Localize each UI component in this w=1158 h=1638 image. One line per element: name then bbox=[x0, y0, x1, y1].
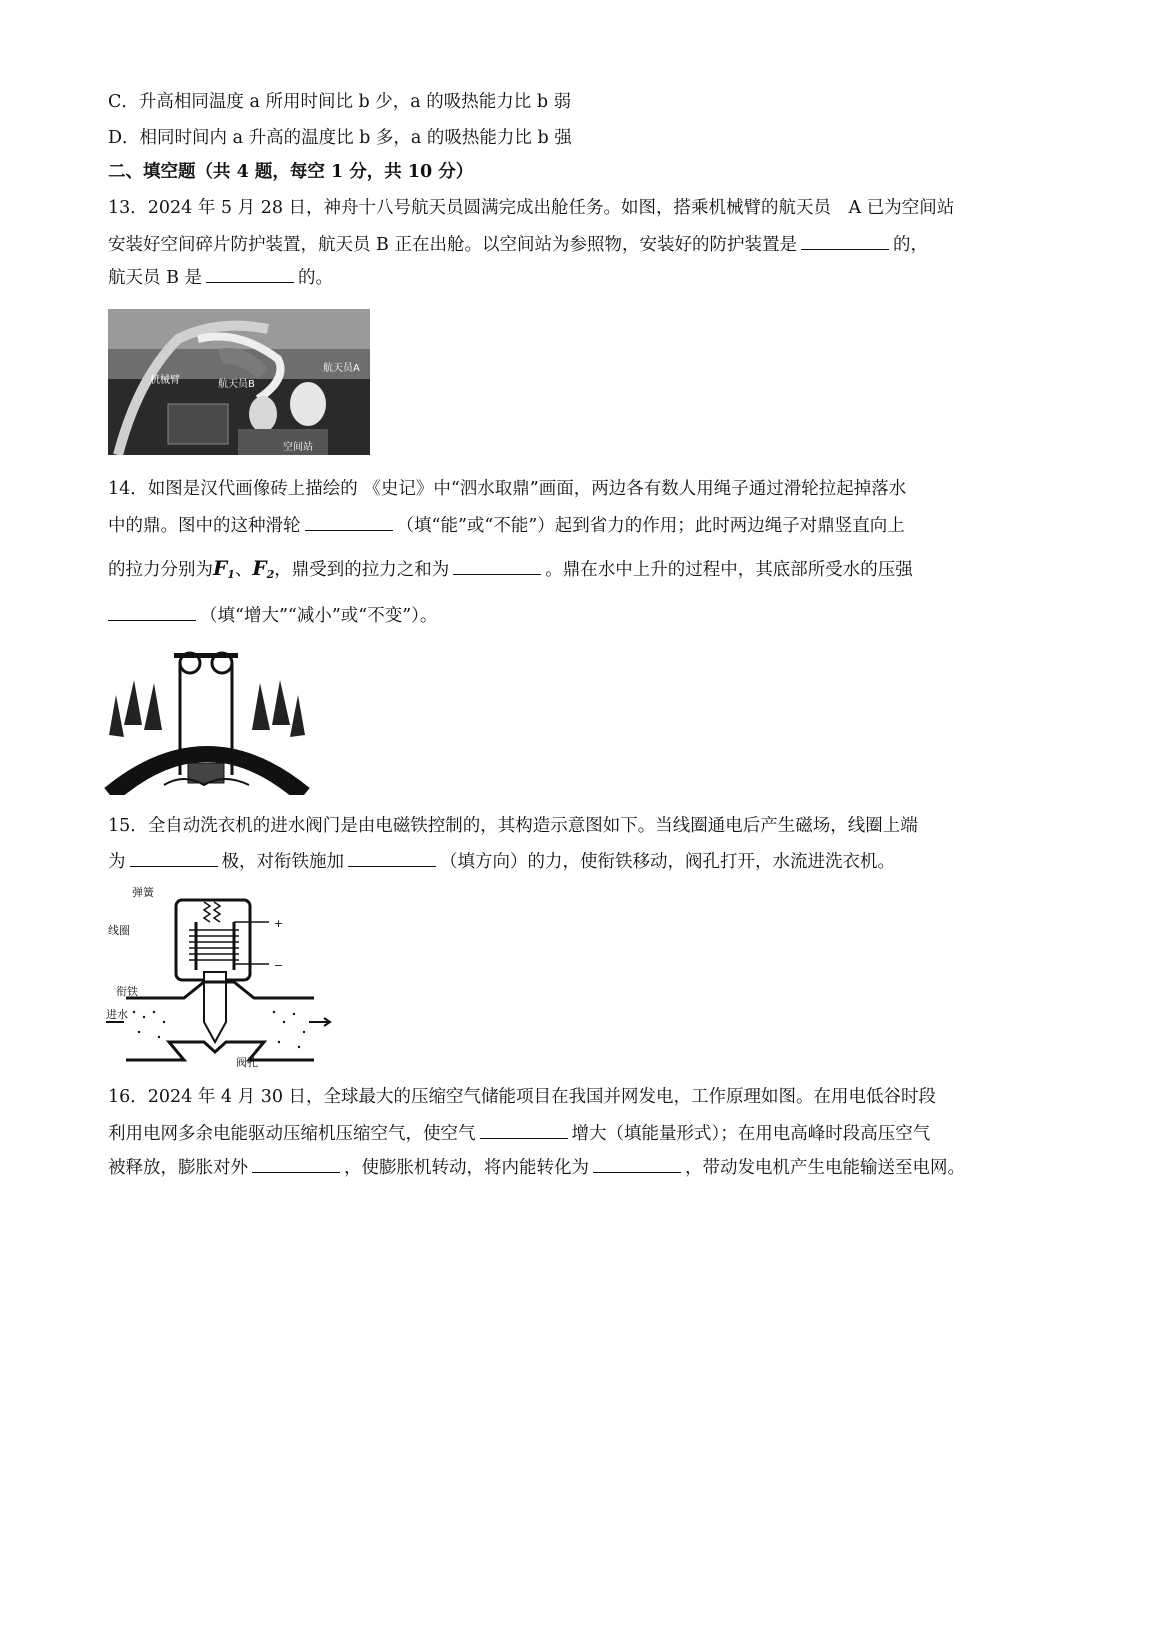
label-minus: − bbox=[274, 959, 284, 972]
q16-blank-1[interactable] bbox=[480, 1121, 568, 1139]
label-inlet: 进水 bbox=[106, 1008, 128, 1021]
q16-text-2b: 增大（填能量形式）；在用电高峰时段高压空气 bbox=[571, 1124, 931, 1144]
q14-line-2 bbox=[108, 513, 905, 538]
q15-blank-2[interactable] bbox=[348, 849, 436, 867]
force-f1: $F_1$ bbox=[213, 556, 235, 581]
q13-blank-2[interactable] bbox=[206, 265, 294, 283]
q14-text-2b: （填“能”或“不能”）起到省力的作用；此时两边绳子对鼎竖直向上 bbox=[396, 516, 905, 536]
q14-blank-2[interactable] bbox=[453, 557, 541, 575]
q15-text-2a: 为 bbox=[108, 852, 126, 872]
section-heading: 二、填空题（共 4 题，每空 1 分，共 10 分） bbox=[108, 162, 474, 182]
q13-text-3a: 航天员 B 是 bbox=[108, 268, 202, 288]
q14-line-1: 14．如图是汉代画像砖上描绘的 《史记》中“泗水取鼎”画面，两边各有数人用绳子通过滑轮拉起掉落水 bbox=[108, 479, 907, 499]
q15-line-1: 15．全自动洗衣机的进水阀门是由电磁铁控制的，其构造示意图如下。当线圈通电后产生磁场，线圈上端 bbox=[108, 816, 918, 836]
q13-text-2a: 安装好空间碎片防护装置，航天员 B 正在出舱。以空间站为参照物，安装好的防护装置是 bbox=[108, 235, 797, 255]
force-f2: $F_2$ bbox=[252, 556, 275, 581]
label-plus: + bbox=[274, 917, 284, 930]
q13-line-2 bbox=[108, 232, 928, 257]
q14-line-4 bbox=[108, 603, 437, 628]
spacewalk-photo bbox=[108, 309, 370, 455]
q15-text-2c: （填方向）的力，使衔铁移动，阀孔打开，水流进洗衣机。 bbox=[440, 852, 895, 872]
q14-blank-3[interactable] bbox=[108, 603, 196, 621]
q13-text-2b: 的， bbox=[892, 235, 928, 255]
q16-line-2 bbox=[108, 1121, 930, 1146]
tripod-lifting-illustration bbox=[104, 645, 310, 795]
q16-blank-2[interactable] bbox=[252, 1155, 340, 1173]
q14-text-2a: 中的鼎。图中的这种滑轮 bbox=[108, 516, 301, 536]
label-coil: 线圈 bbox=[108, 924, 130, 937]
q13-blank-1[interactable] bbox=[801, 232, 889, 250]
option-c: C．升高相同温度 a 所用时间比 b 少，a 的吸热能力比 b 弱 bbox=[108, 92, 572, 112]
label-station: 空间站 bbox=[283, 442, 313, 453]
q16-text-3c: ，带动发电机产生电能输送至电网。 bbox=[685, 1158, 965, 1178]
q14-blank-1[interactable] bbox=[305, 513, 393, 531]
label-hole: 阀孔 bbox=[236, 1056, 258, 1068]
label-astronaut-a: 航天员A bbox=[323, 363, 360, 374]
label-arm: 机械臂 bbox=[150, 375, 180, 386]
q15-blank-1[interactable] bbox=[130, 849, 218, 867]
q14-text-3b: ，鼎受到的拉力之和为 bbox=[274, 560, 450, 580]
label-astronaut-b: 航天员B bbox=[218, 379, 255, 390]
q13-line-3 bbox=[108, 265, 333, 290]
water-valve-diagram bbox=[104, 882, 334, 1068]
q14-text-3a: 的拉力分别为 bbox=[108, 560, 213, 580]
q13-line-1: 13．2024 年 5 月 28 日，神舟十八号航天员圆满完成出舱任务。如图，搭乘机械臂的航天员 A 已为空间站 bbox=[108, 198, 955, 218]
q16-text-2a: 利用电网多余电能驱动压缩机压缩空气，使空气 bbox=[108, 1124, 476, 1144]
q16-blank-3[interactable] bbox=[593, 1155, 681, 1173]
label-spring: 弹簧 bbox=[132, 886, 154, 899]
q13-text-3b: 的。 bbox=[298, 268, 333, 288]
q16-text-3a: 被释放，膨胀对外 bbox=[108, 1158, 248, 1178]
q14-text-3c: 。鼎在水中上升的过程中，其底部所受水的压强 bbox=[545, 560, 913, 580]
q15-text-2b: 极，对衔铁施加 bbox=[221, 852, 344, 872]
q16-line-1: 16．2024 年 4 月 30 日，全球最大的压缩空气储能项目在我国并网发电，工作原理如图。在用电低谷时段 bbox=[108, 1087, 937, 1107]
q16-text-3b: ，使膨胀机转动，将内能转化为 bbox=[344, 1158, 589, 1178]
label-armature: 衔铁 bbox=[116, 985, 138, 998]
q16-line-3 bbox=[108, 1155, 965, 1180]
q15-line-2 bbox=[108, 849, 895, 874]
q14-line-3: 的拉力分别为$F_1$、$F_2$，鼎受到的拉力之和为 。鼎在水中上升的过程中，其底部所受水的压强 bbox=[108, 556, 913, 581]
option-d: D．相同时间内 a 升高的温度比 b 多，a 的吸热能力比 b 强 bbox=[108, 128, 572, 148]
q14-text-4: （填“增大”“减小”或“不变”）。 bbox=[200, 606, 438, 626]
